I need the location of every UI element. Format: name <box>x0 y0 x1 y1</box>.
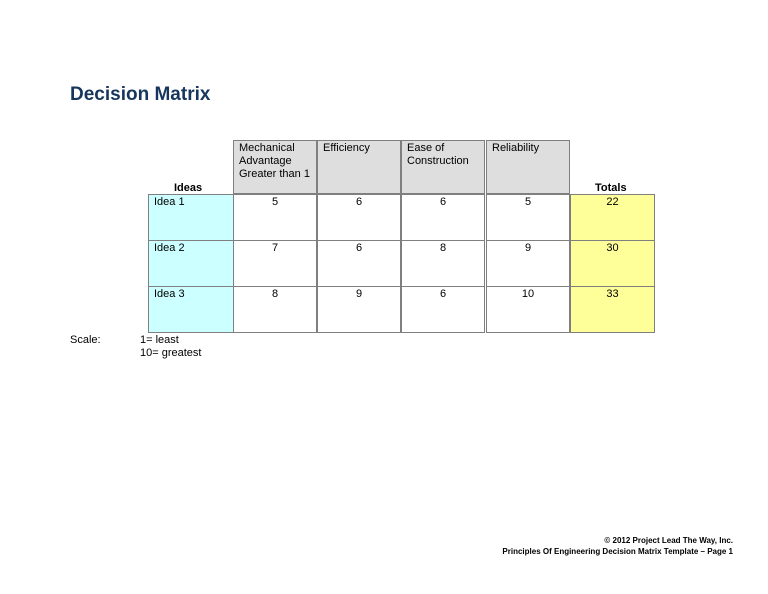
score-cell: 6 <box>317 194 401 241</box>
scale-label: Scale: <box>70 334 101 346</box>
totals-header: Totals <box>595 182 627 194</box>
score-cell: 7 <box>233 240 317 287</box>
scale-least: 1= least <box>140 334 179 346</box>
score-cell: 6 <box>401 286 485 333</box>
score-cell: 8 <box>233 286 317 333</box>
score-cell: 6 <box>317 240 401 287</box>
score-cell: 5 <box>233 194 317 241</box>
score-cell: 5 <box>486 194 570 241</box>
criterion-header-ease-of-construction: Ease of Construction <box>401 140 485 194</box>
total-cell: 30 <box>570 240 655 287</box>
score-cell: 8 <box>401 240 485 287</box>
page-title: Decision Matrix <box>70 84 211 105</box>
criterion-header-efficiency: Efficiency <box>317 140 401 194</box>
criterion-header-reliability: Reliability <box>486 140 570 194</box>
ideas-header: Ideas <box>174 182 203 194</box>
criterion-header-mechanical-advantage: Mechanical Advantage Greater than 1 <box>233 140 317 194</box>
total-cell: 22 <box>570 194 655 241</box>
score-cell: 9 <box>317 286 401 333</box>
footer-page-info: Principles Of Engineering Decision Matrix Template – Page 1 <box>502 547 733 556</box>
idea-label: Idea 3 <box>148 286 234 333</box>
score-cell: 6 <box>401 194 485 241</box>
idea-label: Idea 1 <box>148 194 234 241</box>
idea-label: Idea 2 <box>148 240 234 287</box>
score-cell: 9 <box>486 240 570 287</box>
footer-copyright: © 2012 Project Lead The Way, Inc. <box>604 536 733 545</box>
total-cell: 33 <box>570 286 655 333</box>
scale-greatest: 10= greatest <box>140 347 202 359</box>
score-cell: 10 <box>486 286 570 333</box>
